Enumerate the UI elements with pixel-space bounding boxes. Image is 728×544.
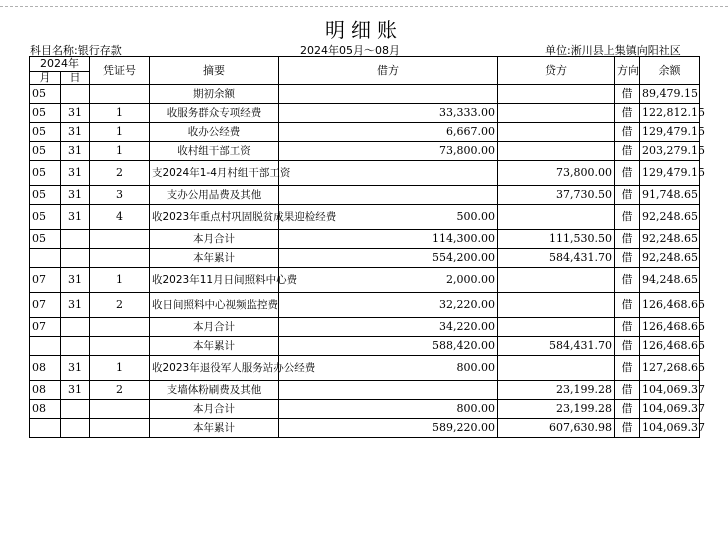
cell-day	[61, 337, 90, 356]
cell-balance: 126,468.65	[640, 318, 700, 337]
cell-debit: 34,220.00	[279, 318, 498, 337]
ledger-body	[30, 85, 705, 438]
cell-credit: 23,199.28	[498, 400, 615, 419]
cell-debit	[279, 186, 498, 205]
cell-balance: 127,268.65	[640, 356, 700, 381]
cell-credit	[498, 293, 615, 318]
header-voucher: 凭证号	[90, 57, 150, 85]
cell-voucher: 2	[90, 161, 150, 186]
cell-credit	[498, 123, 615, 142]
cell-summary: 本年累计	[150, 249, 279, 268]
cell-credit: 584,431.70	[498, 337, 615, 356]
cell-debit: 32,220.00	[279, 293, 498, 318]
cell-credit: 607,630.98	[498, 419, 615, 438]
cell-direction: 借	[615, 268, 640, 293]
cell-direction: 借	[615, 142, 640, 161]
cell-balance: 126,468.65	[640, 293, 700, 318]
cell-summary: 收办公经费	[150, 123, 279, 142]
unit-label: 单位:	[545, 44, 571, 57]
subject-value: 银行存款	[77, 44, 122, 57]
cell-voucher	[90, 318, 150, 337]
top-dashed-rule	[0, 6, 728, 7]
cell-balance: 129,479.15	[640, 161, 700, 186]
cell-voucher	[90, 419, 150, 438]
cell-debit: 800.00	[279, 400, 498, 419]
header-credit: 贷方	[498, 57, 615, 85]
cell-voucher	[90, 85, 150, 104]
cell-credit	[498, 142, 615, 161]
cell-summary: 支办公用品费及其他	[150, 186, 279, 205]
cell-debit	[279, 381, 498, 400]
cell-summary: 支墙体粉刷费及其他	[150, 381, 279, 400]
cell-direction: 借	[615, 381, 640, 400]
cell-debit: 2,000.00	[279, 268, 498, 293]
header-direction: 方向	[615, 57, 640, 85]
cell-direction: 借	[615, 249, 640, 268]
cell-credit: 23,199.28	[498, 381, 615, 400]
cell-credit	[498, 104, 615, 123]
table-row	[30, 318, 700, 337]
table-row	[30, 186, 700, 205]
cell-debit: 554,200.00	[279, 249, 498, 268]
cell-credit: 584,431.70	[498, 249, 615, 268]
cell-month: 05	[30, 123, 61, 142]
cell-day: 31	[61, 161, 90, 186]
cell-credit	[498, 205, 615, 230]
cell-voucher: 2	[90, 381, 150, 400]
cell-debit: 588,420.00	[279, 337, 498, 356]
table-row	[30, 104, 700, 123]
cell-voucher: 1	[90, 142, 150, 161]
cell-debit: 6,667.00	[279, 123, 498, 142]
cell-summary: 收2023年退役军人服务站办公经费	[150, 356, 279, 381]
cell-debit	[279, 85, 498, 104]
header-balance: 余额	[640, 57, 700, 85]
table-row	[30, 85, 700, 104]
cell-month: 08	[30, 381, 61, 400]
cell-balance: 104,069.37	[640, 400, 700, 419]
cell-debit: 589,220.00	[279, 419, 498, 438]
cell-voucher	[90, 337, 150, 356]
table-row	[30, 268, 700, 293]
cell-day: 31	[61, 186, 90, 205]
cell-day	[61, 249, 90, 268]
header-year: 2024年	[30, 57, 90, 72]
cell-balance: 126,468.65	[640, 337, 700, 356]
cell-direction: 借	[615, 356, 640, 381]
cell-summary: 本月合计	[150, 400, 279, 419]
cell-voucher	[90, 249, 150, 268]
table-row	[30, 205, 700, 230]
cell-voucher: 1	[90, 123, 150, 142]
cell-voucher: 4	[90, 205, 150, 230]
cell-summary: 支2024年1-4月村组干部工资	[150, 161, 279, 186]
cell-voucher: 1	[90, 268, 150, 293]
cell-credit: 73,800.00	[498, 161, 615, 186]
header-month: 月	[30, 72, 61, 85]
cell-direction: 借	[615, 205, 640, 230]
cell-direction: 借	[615, 161, 640, 186]
cell-day: 31	[61, 123, 90, 142]
cell-day: 31	[61, 142, 90, 161]
cell-day: 31	[61, 356, 90, 381]
cell-month: 07	[30, 268, 61, 293]
cell-summary: 收2023年重点村巩固脱贫成果迎检经费	[150, 205, 279, 230]
table-row	[30, 123, 700, 142]
cell-day: 31	[61, 104, 90, 123]
cell-direction: 借	[615, 104, 640, 123]
cell-month: 08	[30, 356, 61, 381]
cell-month	[30, 249, 61, 268]
table-row	[30, 356, 700, 381]
cell-direction: 借	[615, 85, 640, 104]
cell-voucher	[90, 230, 150, 249]
cell-day	[61, 318, 90, 337]
cell-debit: 33,333.00	[279, 104, 498, 123]
cell-balance: 203,279.15	[640, 142, 700, 161]
cell-debit	[279, 161, 498, 186]
cell-voucher: 3	[90, 186, 150, 205]
cell-balance: 92,248.65	[640, 205, 700, 230]
cell-day	[61, 419, 90, 438]
table-row	[30, 293, 700, 318]
cell-summary: 收2023年11月日间照料中心费	[150, 268, 279, 293]
cell-day: 31	[61, 205, 90, 230]
cell-month: 07	[30, 293, 61, 318]
cell-summary: 本年累计	[150, 337, 279, 356]
header-debit: 借方	[279, 57, 498, 85]
cell-day	[61, 230, 90, 249]
subject-label: 科目名称:	[30, 44, 78, 57]
cell-month: 07	[30, 318, 61, 337]
cell-balance: 91,748.65	[640, 186, 700, 205]
header-summary: 摘要	[150, 57, 279, 85]
cell-summary: 本月合计	[150, 230, 279, 249]
table-row	[30, 230, 700, 249]
table-row	[30, 249, 700, 268]
cell-day	[61, 400, 90, 419]
header-day: 日	[61, 72, 90, 85]
cell-credit	[498, 85, 615, 104]
cell-direction: 借	[615, 400, 640, 419]
cell-credit: 37,730.50	[498, 186, 615, 205]
cell-debit: 114,300.00	[279, 230, 498, 249]
cell-day	[61, 85, 90, 104]
cell-voucher: 2	[90, 293, 150, 318]
cell-day: 31	[61, 381, 90, 400]
cell-month: 05	[30, 230, 61, 249]
cell-credit	[498, 318, 615, 337]
cell-month	[30, 419, 61, 438]
cell-month: 08	[30, 400, 61, 419]
cell-summary: 收服务群众专项经费	[150, 104, 279, 123]
cell-balance: 104,069.37	[640, 419, 700, 438]
cell-voucher	[90, 400, 150, 419]
cell-direction: 借	[615, 123, 640, 142]
cell-direction: 借	[615, 230, 640, 249]
header-row-top	[30, 57, 700, 72]
cell-direction: 借	[615, 318, 640, 337]
cell-credit: 111,530.50	[498, 230, 615, 249]
cell-balance: 129,479.15	[640, 123, 700, 142]
cell-summary: 期初余额	[150, 85, 279, 104]
cell-debit: 800.00	[279, 356, 498, 381]
cell-summary: 收村组干部工资	[150, 142, 279, 161]
cell-month: 05	[30, 161, 61, 186]
cell-balance: 104,069.37	[640, 381, 700, 400]
cell-month: 05	[30, 85, 61, 104]
table-row	[30, 419, 700, 438]
cell-summary: 本月合计	[150, 318, 279, 337]
cell-credit	[498, 268, 615, 293]
table-row	[30, 400, 700, 419]
ledger-title: 明细账	[325, 18, 403, 42]
cell-credit	[498, 356, 615, 381]
cell-day: 31	[61, 293, 90, 318]
cell-balance: 92,248.65	[640, 230, 700, 249]
cell-debit: 500.00	[279, 205, 498, 230]
cell-debit: 73,800.00	[279, 142, 498, 161]
cell-month: 05	[30, 186, 61, 205]
cell-month	[30, 337, 61, 356]
cell-direction: 借	[615, 293, 640, 318]
unit-value: 淅川县上集镇向阳社区	[570, 44, 681, 57]
cell-voucher: 1	[90, 356, 150, 381]
cell-balance: 89,479.15	[640, 85, 700, 104]
table-row	[30, 337, 700, 356]
ledger-table	[29, 56, 705, 438]
cell-summary: 收日间照料中心视频监控费	[150, 293, 279, 318]
cell-direction: 借	[615, 337, 640, 356]
cell-day: 31	[61, 268, 90, 293]
table-row	[30, 161, 700, 186]
cell-balance: 122,812.15	[640, 104, 700, 123]
ledger-period: 2024年05月～08月	[300, 44, 400, 57]
cell-balance: 94,248.65	[640, 268, 700, 293]
cell-direction: 借	[615, 186, 640, 205]
cell-direction: 借	[615, 419, 640, 438]
cell-month: 05	[30, 205, 61, 230]
cell-balance: 92,248.65	[640, 249, 700, 268]
cell-voucher: 1	[90, 104, 150, 123]
table-row	[30, 142, 700, 161]
cell-month: 05	[30, 142, 61, 161]
cell-month: 05	[30, 104, 61, 123]
cell-summary: 本年累计	[150, 419, 279, 438]
table-row	[30, 381, 700, 400]
